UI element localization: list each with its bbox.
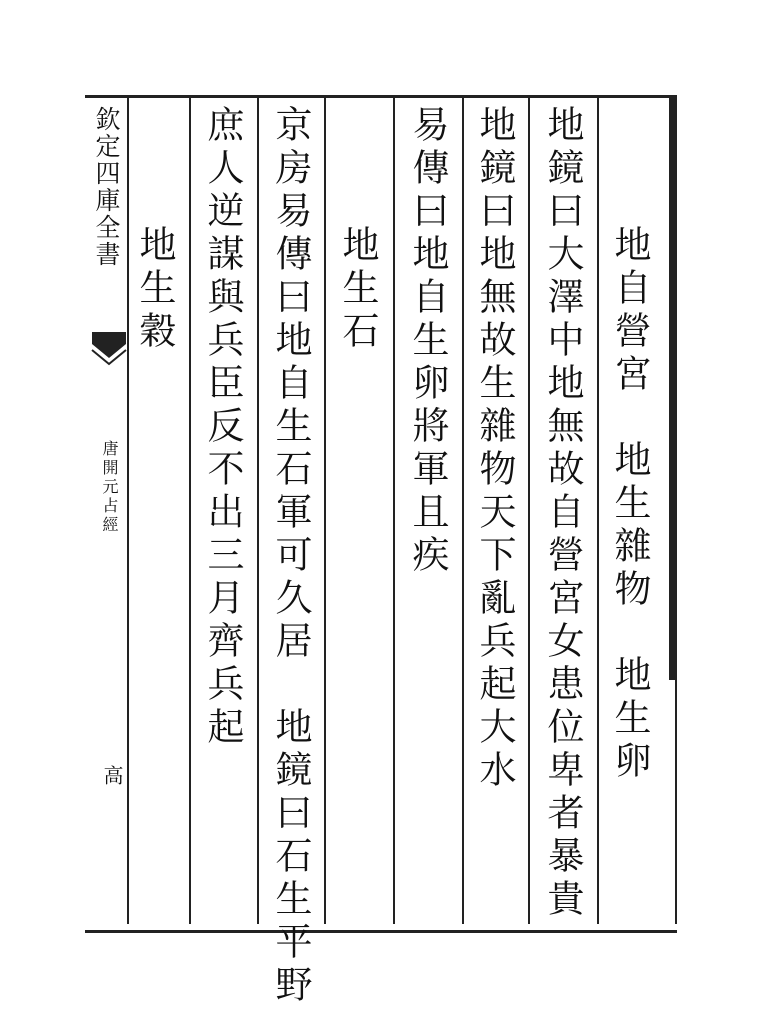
text-column-5: 地生石	[336, 225, 379, 354]
text-column-3: 地鏡曰地無故生雜物天下亂兵起大水	[473, 105, 516, 793]
column-rule	[597, 98, 599, 924]
text-column-4: 易傳曰地自生卵將軍且疾	[406, 105, 449, 578]
column-rule	[257, 98, 259, 924]
page-number: 高	[100, 765, 124, 785]
book-title: 欽定四庫全書	[92, 106, 121, 268]
right-border-lower	[675, 660, 677, 924]
column-rule	[528, 98, 530, 924]
text-column-7: 庶人逆謀與兵臣反不出三月齊兵起	[201, 105, 244, 750]
fishtail-mark-icon	[90, 330, 128, 372]
column-rule	[189, 98, 191, 924]
section-title: 唐開元占經	[100, 440, 119, 535]
page-frame	[85, 95, 677, 933]
column-rule	[324, 98, 326, 924]
text-column-1: 地自營宮 地生雜物 地生卵	[608, 225, 651, 784]
text-column-6: 京房易傳曰地自生石軍可久居 地鏡曰石生平野	[269, 105, 312, 1008]
text-column-2: 地鏡曰大澤中地無故自營宮女患位卑者暴貴	[541, 105, 584, 922]
gutter-line	[127, 98, 129, 924]
text-column-8: 地生穀	[133, 225, 176, 354]
column-rule	[462, 98, 464, 924]
column-rule	[393, 98, 395, 924]
right-border	[669, 98, 677, 680]
